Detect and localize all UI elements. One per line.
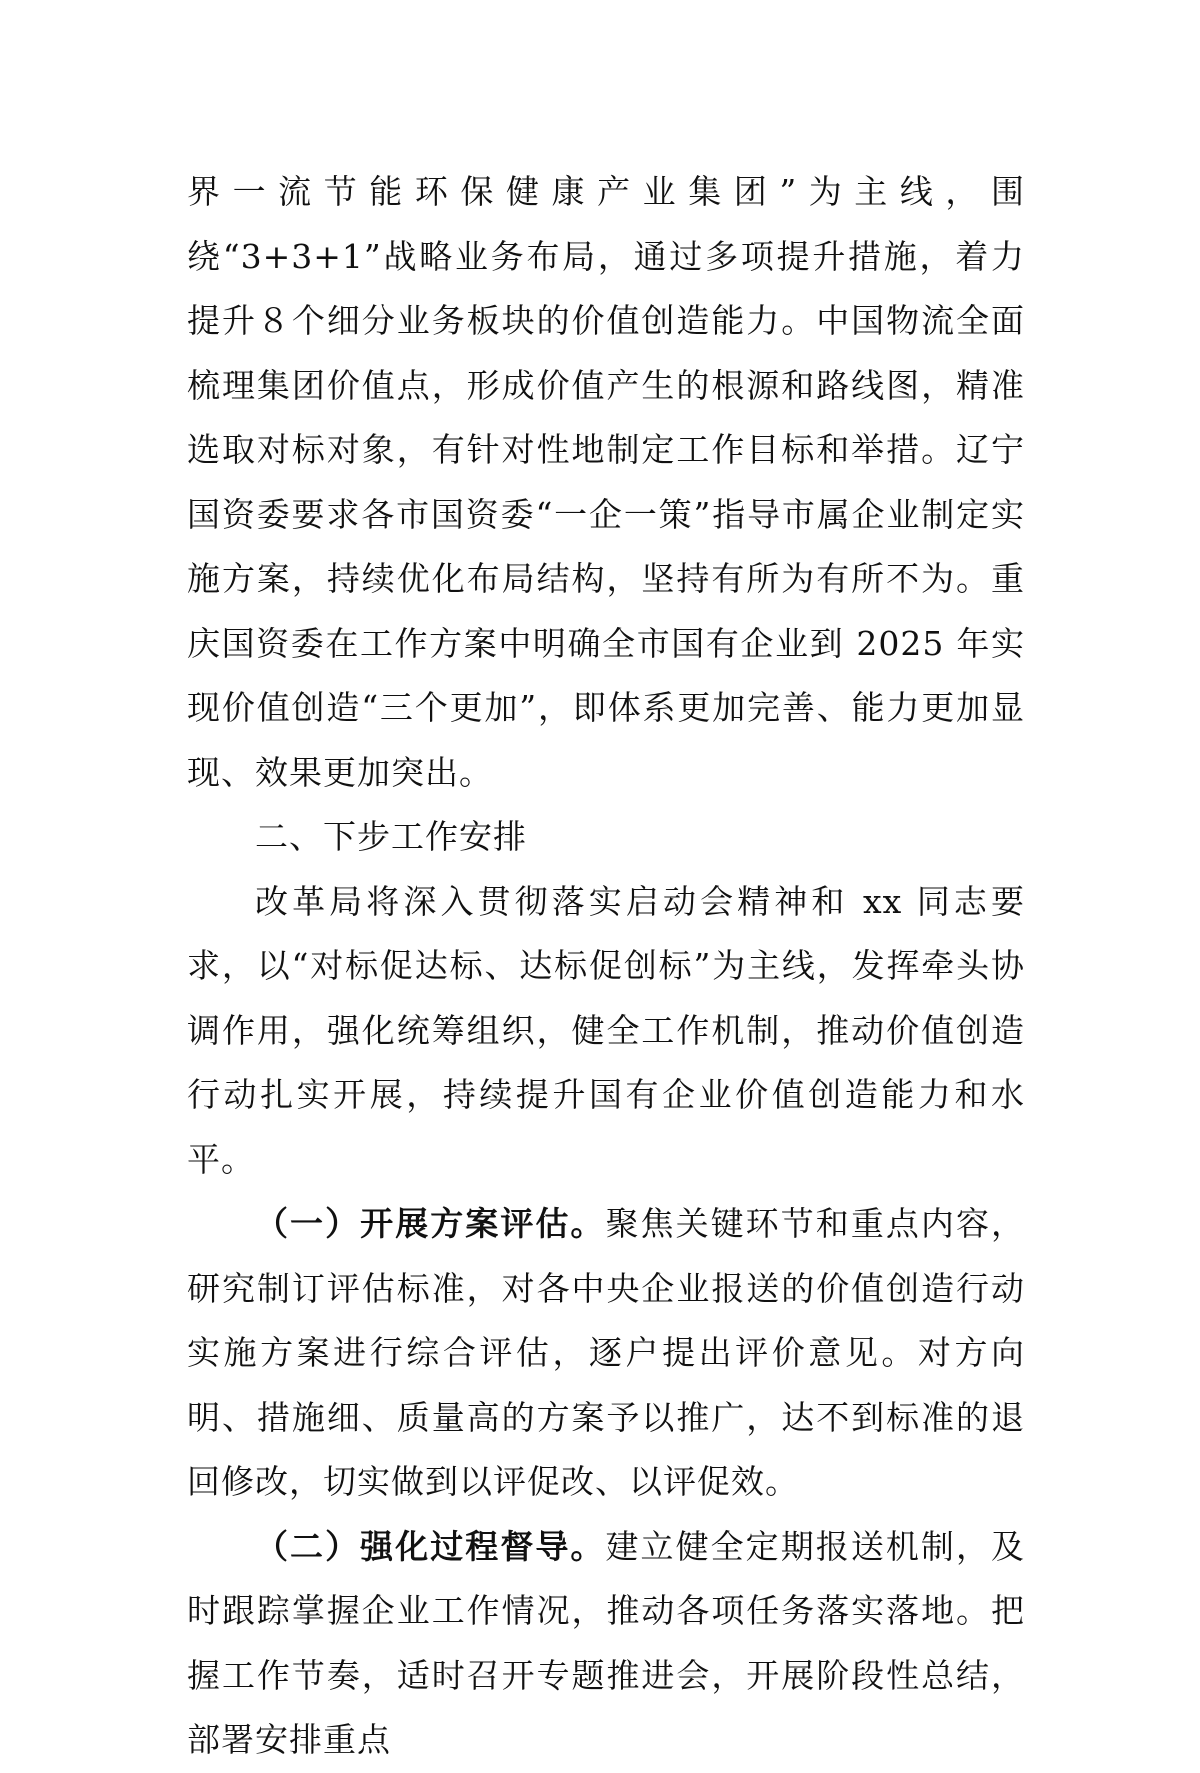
paragraph-work-arrangement: 改革局将深入贯彻落实启动会精神和 xx 同志要求，以“对标促达标、达标促创标”为主线，发挥牵头协调作用，强化统筹组织，健全工作机制，推动价值创造行动扎实开展，持续提升国有企业价值创造能力和水平。 xyxy=(187,881,1025,1179)
item-plan-evaluation xyxy=(187,1192,1025,1515)
item-process-supervision-body: 建立健全定期报送机制，及时跟踪掌握企业工作情况，推动各项任务落实落地。把握工作节奏，适时召开专题推进会，开展阶段性总结，部署安排重点 xyxy=(187,1526,1026,1759)
item-plan-evaluation-title: （一）开展方案评估。 xyxy=(255,1204,606,1243)
paragraph-value-creation-cases: 界一流节能环保健康产业集团”为主线，围绕“3+3+1”战略业务布局，通过多项提升措施，着力提升８个细分业务板块的价值创造能力。中国物流全面梳理集团价值点，形成价值产生的根源和路线图，精准选取对标对象，有针对性地制定工作目标和举措。辽宁国资委要求各市国资委“一企一策”指导市属企业制定实施方案，持续优化布局结构，坚持有所为有所不为。重庆国资委在工作方案中明确全市国有企业到 2025 年实现价值创造“三个更加”，即体系更加完善、能力更加显现、效果更加突出。 xyxy=(187,172,1025,792)
document-page xyxy=(187,160,1025,1773)
item-process-supervision xyxy=(187,1515,1025,1773)
item-process-supervision-title: （二）强化过程督导。 xyxy=(255,1526,606,1566)
section-heading-next-steps: 二、下步工作安排 xyxy=(255,817,527,856)
item-plan-evaluation-body: 聚焦关键环节和重点内容，研究制订评估标准，对各中央企业报送的价值创造行动实施方案进行综合评估，逐户提出评价意见。对方向明、措施细、质量高的方案予以推广，达不到标准的退回修改，切实做到以评促改、以评促效。 xyxy=(187,1204,1026,1501)
